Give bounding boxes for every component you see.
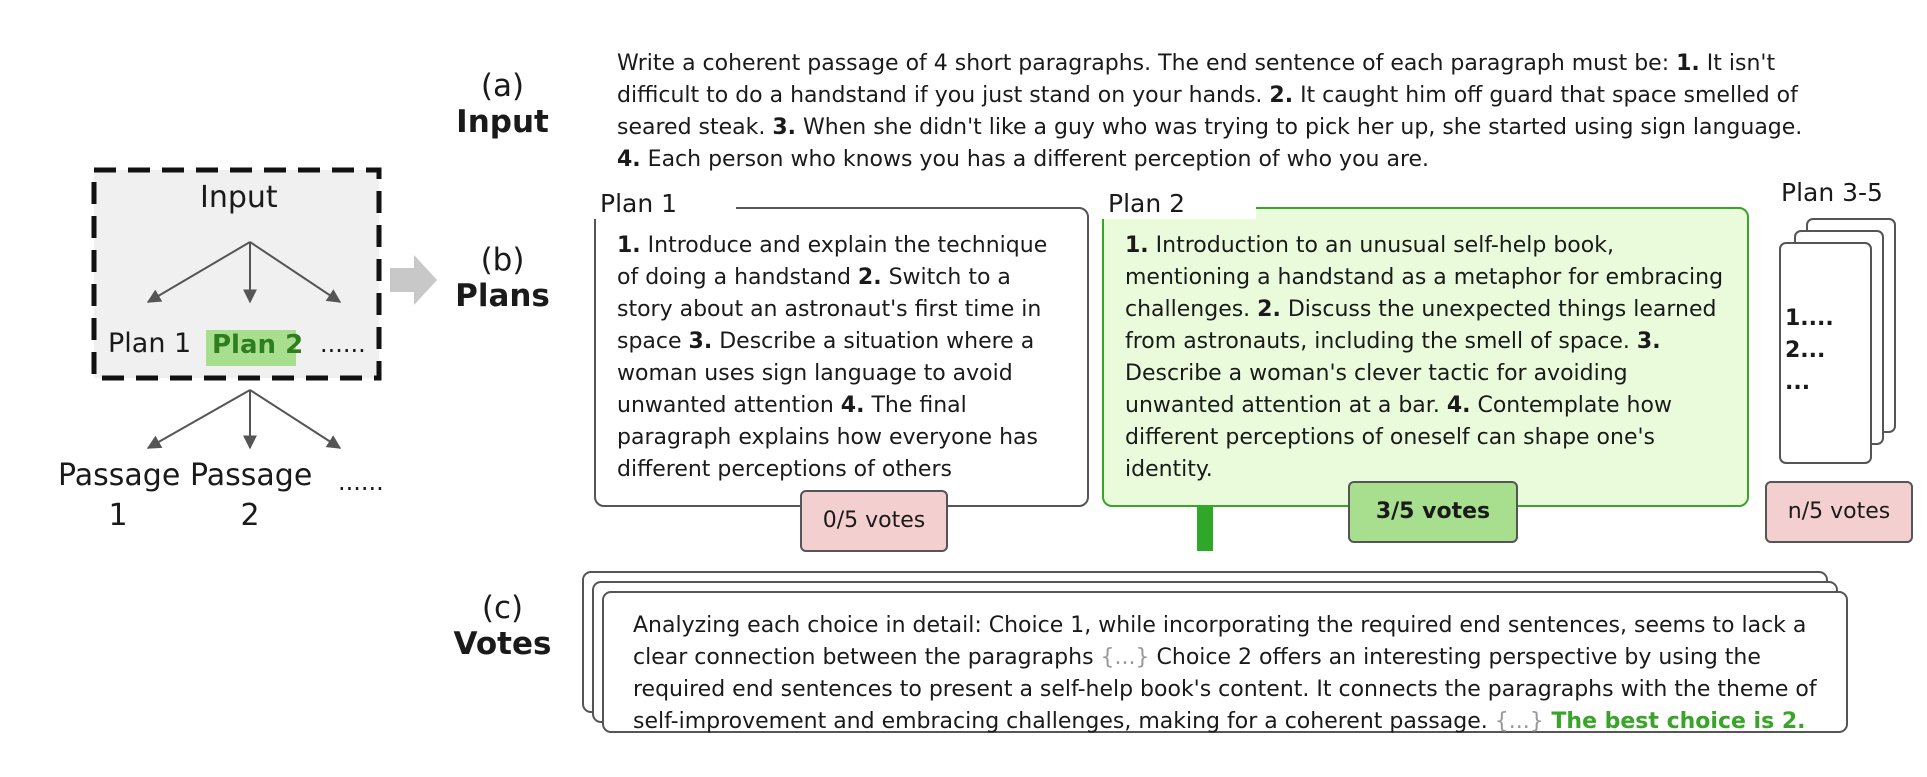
- section-a-label: [445, 68, 560, 140]
- input-num-2: 2.: [1269, 83, 1294, 108]
- vote-choice1-analysis: Analyzing each choice in detail: Choice 1, while incorporating the required end sentences, seems to lack a clear connection between the paragraphs: [633, 613, 1807, 670]
- plan35-line-2: 2...: [1785, 338, 1826, 363]
- tree-passage-more: ......: [338, 468, 384, 496]
- plan1-step-4: The final paragraph explains how everyone has different perceptions of others: [617, 393, 1038, 482]
- tree-passage1-line2: 1: [108, 498, 128, 533]
- plan1-step-2: Switch to a story about an astronaut's first time in space: [617, 265, 1042, 354]
- section-c-name: Votes: [453, 626, 552, 662]
- tree-plan-more: ......: [320, 330, 366, 358]
- vote-choice2-analysis: Choice 2 offers an interesting perspective by using the required end sentences to present a self-help book's content. It connects the paragraphs with the theme of self-improvement and embracing challenges, making for a coherent passage.: [633, 645, 1817, 734]
- input-prompt-text: [617, 48, 1817, 176]
- vote-ellipsis-1: {...}: [1100, 645, 1150, 670]
- tree-passage2-line1: Passage: [190, 458, 313, 493]
- plan1-step-1: Introduce and explain the technique of doing a handstand: [617, 233, 1048, 290]
- input-sentence-3: When she didn't like a guy who was trying to pick her up, she started using sign language.: [796, 115, 1803, 140]
- section-b-name: Plans: [455, 278, 550, 314]
- vote-reasoning-text: [633, 610, 1833, 738]
- section-b-label: [445, 242, 560, 314]
- plan1-num-3: 3.: [688, 329, 713, 354]
- input-num-3: 3.: [772, 115, 797, 140]
- plan1-text: [617, 230, 1067, 486]
- input-intro: Write a coherent passage of 4 short paragraphs. The end sentence of each paragraph must be:: [617, 51, 1677, 76]
- tree-plan1-label: Plan 1: [108, 328, 192, 359]
- section-a-letter: (a): [480, 68, 525, 104]
- plan1-num-2: 2.: [857, 265, 882, 290]
- tree-passage1-line1: Passage: [58, 458, 181, 493]
- plan35-lines: [1785, 303, 1834, 399]
- arrow-plan2-to-passage1: [148, 390, 250, 448]
- plan2-num-2: 2.: [1257, 297, 1281, 322]
- plan1-step-3: Describe a situation where a woman uses sign language to avoid unwanted attention: [617, 329, 1035, 418]
- plan2-title: Plan 2: [1100, 189, 1256, 219]
- section-a-name: Input: [456, 104, 549, 140]
- plan1-votes-badge: 0/5 votes: [800, 490, 948, 552]
- plan35-line-1: 1....: [1785, 306, 1834, 331]
- input-num-1: 1.: [1676, 51, 1700, 76]
- vote-ellipsis-2: {...}: [1494, 709, 1544, 734]
- plan2-num-1: 1.: [1125, 233, 1149, 258]
- plan1-num-1: 1.: [617, 233, 641, 258]
- vote-best-choice: The best choice is 2.: [1543, 709, 1806, 734]
- green-up-arrow-shaft: [1197, 506, 1213, 551]
- plan1-title: Plan 1: [592, 189, 736, 219]
- input-sentence-4: Each person who knows you has a different perception of who you are.: [640, 147, 1430, 172]
- plan2-step-2: Discuss the unexpected things learned from astronauts, including the smell of space.: [1125, 297, 1717, 354]
- section-c-letter: (c): [481, 590, 524, 626]
- plan2-votes-badge: 3/5 votes: [1348, 481, 1518, 543]
- plan35-title: Plan 3-5: [1781, 178, 1883, 207]
- tree-passage1: [58, 456, 181, 536]
- section-b-letter: (b): [480, 242, 525, 278]
- plan2-num-3: 3.: [1636, 329, 1661, 354]
- plan2-step-4: Contemplate how different perceptions of oneself can shape one's identity.: [1125, 393, 1672, 482]
- plan35-votes-badge: n/5 votes: [1765, 481, 1913, 543]
- tree-input-label: Input: [200, 180, 278, 215]
- arrow-plan2-to-passage-more: [250, 390, 340, 448]
- section-c-label: [445, 590, 560, 662]
- input-sentence-2: It caught him off guard that space smelled of seared steak.: [617, 83, 1798, 140]
- plan35-line-3: ...: [1785, 370, 1811, 395]
- plan2-num-4: 4.: [1446, 393, 1471, 418]
- plan1-num-4: 4.: [840, 393, 865, 418]
- input-num-4: 4.: [617, 147, 641, 172]
- gray-right-arrow-icon: [390, 255, 437, 305]
- tree-passage2-line2: 2: [240, 498, 260, 533]
- plan2-text: [1125, 230, 1730, 486]
- plan2-step-3: Describe a woman's clever tactic for avoiding unwanted attention at a bar.: [1125, 361, 1628, 418]
- tree-passage2: [190, 456, 313, 536]
- plan2-step-1: Introduction to an unusual self-help book, mentioning a handstand as a metaphor for embracing challenges.: [1125, 233, 1724, 322]
- input-sentence-1: It isn't difficult to do a handstand if you just stand on your hands.: [617, 51, 1776, 108]
- tree-plan2-label: Plan 2: [212, 330, 304, 360]
